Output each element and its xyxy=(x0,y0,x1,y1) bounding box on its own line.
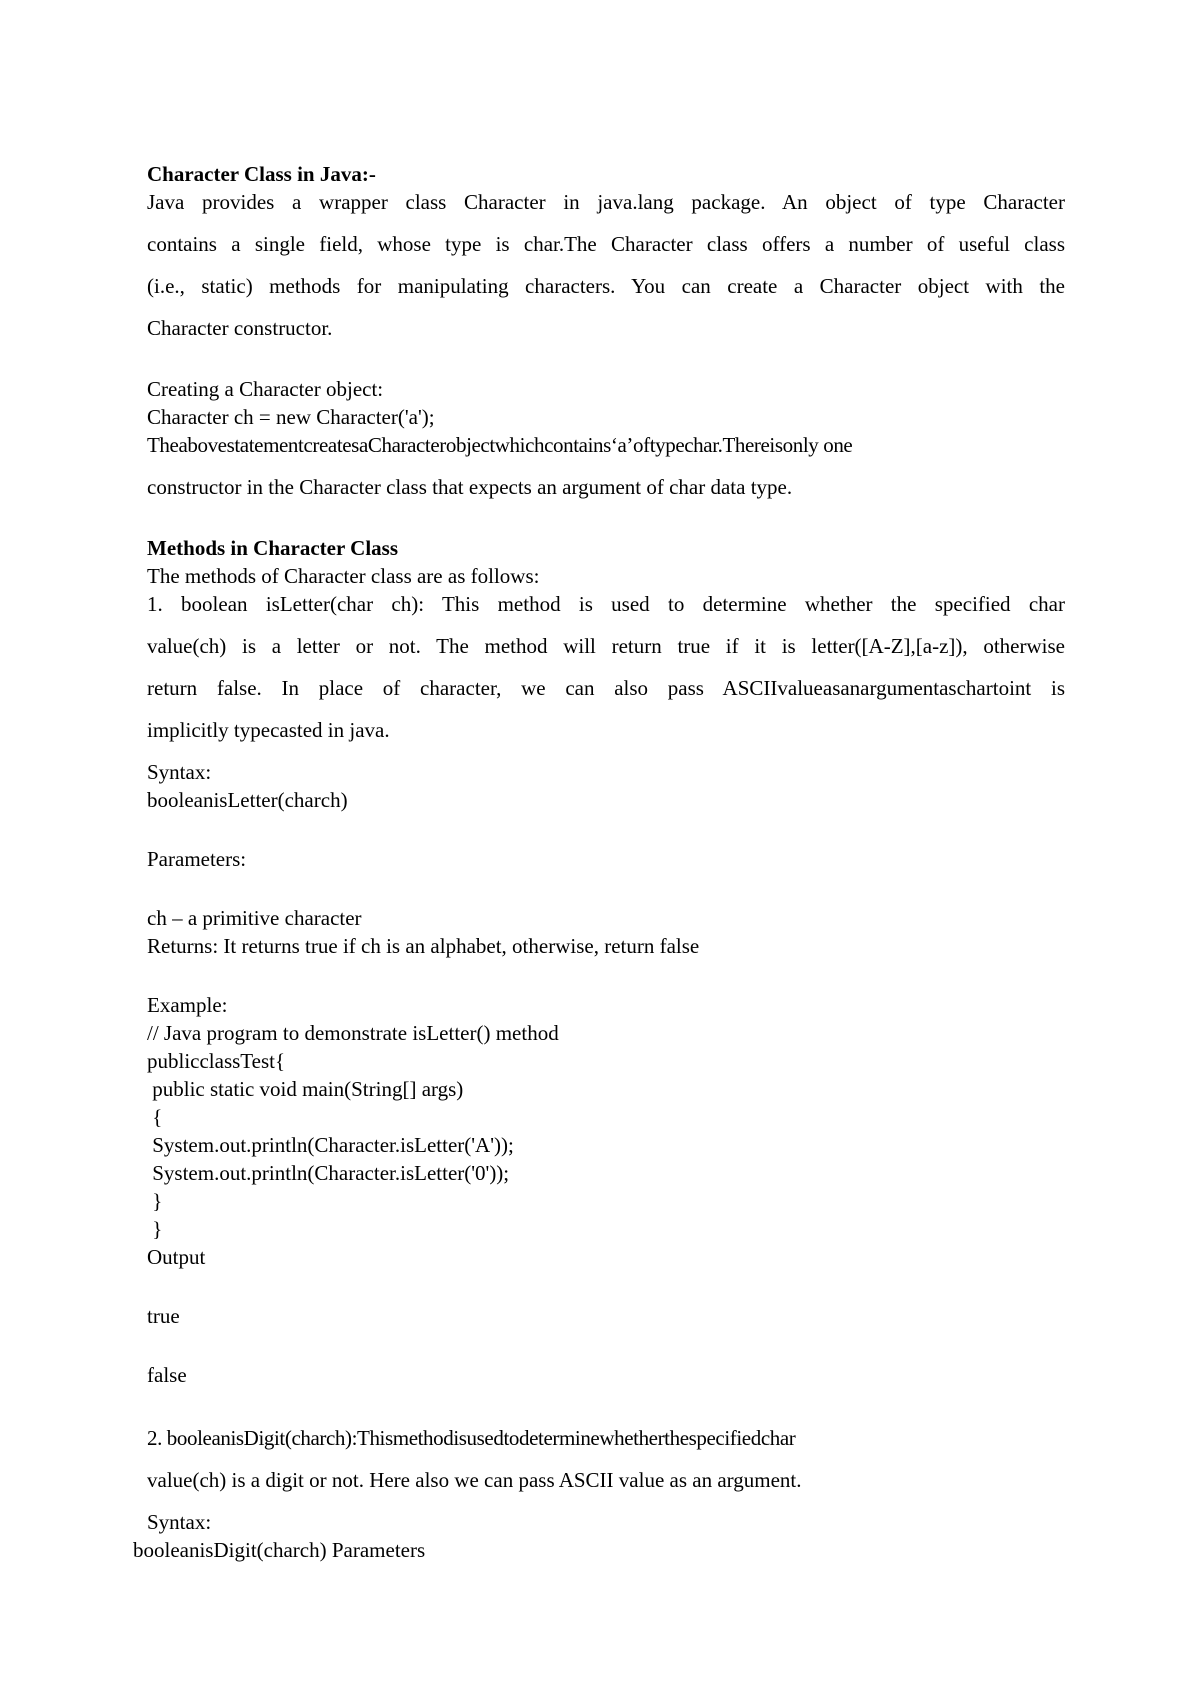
intro-line-3: (i.e., static) methods for manipulating characters. You can create a Character object with the xyxy=(147,274,1065,298)
syntax2-label: Syntax: xyxy=(147,1510,212,1534)
output-label: Output xyxy=(147,1245,206,1269)
syntax-label: Syntax: xyxy=(147,760,212,784)
method1-line-4: implicitly typecasted in java. xyxy=(147,718,390,742)
code-line: { xyxy=(147,1105,163,1129)
returns-description: Returns: It returns true if ch is an alphabet, otherwise, return false xyxy=(147,934,700,958)
syntax2-code: booleanisDigit(charch) Parameters xyxy=(133,1538,426,1562)
output-value: false xyxy=(147,1363,187,1387)
code-line: } xyxy=(147,1189,163,1213)
method1-line-1: 1. boolean isLetter(char ch): This method is used to determine whether the specified char xyxy=(147,592,1065,616)
section-heading-methods: Methods in Character Class xyxy=(147,536,399,560)
example-label: Example: xyxy=(147,993,228,1017)
creating-object-code: Character ch = new Character('a'); xyxy=(147,405,435,429)
section-heading-character-class: Character Class in Java:- xyxy=(147,162,376,186)
code-line: // Java program to demonstrate isLetter() method xyxy=(147,1021,559,1045)
intro-line-4: Character constructor. xyxy=(147,316,333,340)
intro-line-2: contains a single field, whose type is char.The Character class offers a number of useful class xyxy=(147,232,1065,256)
methods-intro: The methods of Character class are as follows: xyxy=(147,564,540,588)
method2-line-1: 2. booleanisDigit(charch):Thismethodisusedtodeterminewhetherthespecifiedchar xyxy=(147,1426,796,1450)
method2-line-2: value(ch) is a digit or not. Here also we can pass ASCII value as an argument. xyxy=(147,1468,802,1492)
method1-line-3: return false. In place of character, we can also pass ASCIIvalueasanargumentaschartoint is xyxy=(147,676,1065,700)
creating-object-label: Creating a Character object: xyxy=(147,377,384,401)
output-value: true xyxy=(147,1304,180,1328)
parameters-label: Parameters: xyxy=(147,847,247,871)
statement-line-2: constructor in the Character class that expects an argument of char data type. xyxy=(147,475,793,499)
code-line: } xyxy=(147,1217,163,1241)
statement-line-1: TheabovestatementcreatesaCharacterobjectwhichcontains‘a’oftypechar.Thereisonly one xyxy=(147,433,853,457)
code-line: public static void main(String[] args) xyxy=(147,1077,464,1101)
method1-line-2: value(ch) is a letter or not. The method will return true if it is letter([A-Z],[a-z]), otherwise xyxy=(147,634,1065,658)
code-line: System.out.println(Character.isLetter('0')); xyxy=(147,1161,510,1185)
syntax-code: booleanisLetter(charch) xyxy=(147,788,348,812)
intro-line-1: Java provides a wrapper class Character in java.lang package. An object of type Character xyxy=(147,190,1065,214)
parameter-description: ch – a primitive character xyxy=(147,906,362,930)
code-line: System.out.println(Character.isLetter('A')); xyxy=(147,1133,514,1157)
code-line: publicclassTest{ xyxy=(147,1049,286,1073)
